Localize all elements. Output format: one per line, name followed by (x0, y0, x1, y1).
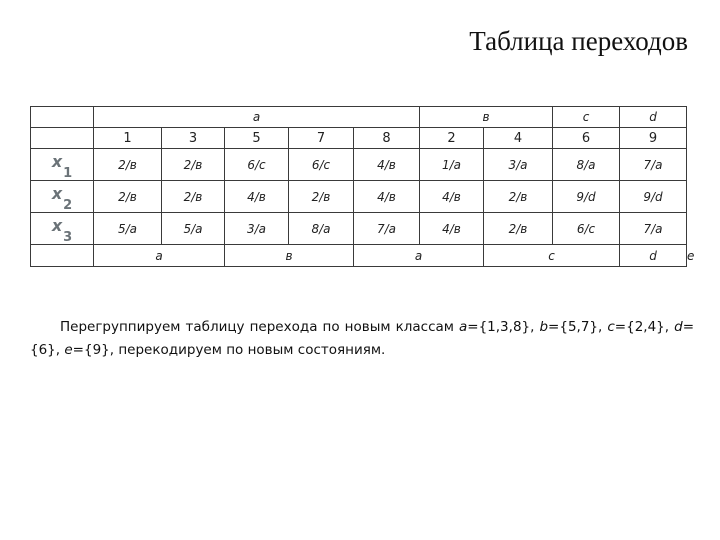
table-header-row (31, 107, 687, 128)
input-symbol-cell: 7 (289, 128, 354, 149)
transition-cell: 2/в (162, 149, 225, 181)
transition-cell: 4/в (354, 181, 420, 213)
class-cell-a: a (354, 245, 484, 267)
state-row-x3 (31, 213, 687, 245)
class-cell-a: a (94, 245, 225, 267)
input-class-header-d: d (620, 107, 687, 128)
table-corner-cell (31, 107, 94, 128)
transition-cell: 9/d (553, 181, 620, 213)
transition-cell: 6/c (225, 149, 289, 181)
input-symbol-cell: 9 (620, 128, 687, 149)
class-set-a: ={1,3,8}, (467, 319, 540, 335)
input-symbol-cell: 8 (354, 128, 420, 149)
input-symbol-cell: 2 (420, 128, 484, 149)
class-name-e: e (64, 342, 73, 358)
class-name-d: d (674, 319, 683, 335)
class-name-b: b (539, 319, 549, 335)
class-name-a: a (459, 319, 468, 335)
transition-cell: 6/c (289, 149, 354, 181)
state-label: $x_3$ (51, 216, 73, 245)
state-label-cell (31, 149, 94, 181)
input-symbol-cell: 6 (553, 128, 620, 149)
transition-cell: 4/в (225, 181, 289, 213)
paragraph-outro: перекодируем по новым состояниям. (118, 342, 386, 358)
class-set-e: ={9}, (72, 342, 119, 358)
input-symbol-cell: 4 (484, 128, 553, 149)
state-label-cell (31, 213, 94, 245)
state-label: $x_2$ (51, 184, 73, 213)
paragraph-intro: Перегруппируем таблицу перехода по новым классам (60, 319, 459, 335)
state-label-cell (31, 181, 94, 213)
transition-cell: 2/в (162, 181, 225, 213)
transition-cell: 4/в (354, 149, 420, 181)
transition-table (30, 106, 695, 267)
class-cell-c: c (484, 245, 620, 267)
class-name-c: c (607, 319, 615, 335)
input-class-header-c: c (553, 107, 620, 128)
state-row-x2 (31, 181, 687, 213)
transition-cell: 8/a (289, 213, 354, 245)
class-row-label-cell (31, 245, 94, 267)
class-set-b: ={5,7}, (548, 319, 608, 335)
output-class-row: a в a c d e (31, 245, 687, 267)
input-symbol-cell: 3 (162, 128, 225, 149)
input-row-label-cell (31, 128, 94, 149)
transition-cell: 2/в (289, 181, 354, 213)
transition-cell: 6/c (553, 213, 620, 245)
state-label: $x_1$ (51, 152, 73, 181)
transition-cell: 8/a (553, 149, 620, 181)
transition-cell: 5/a (94, 213, 162, 245)
transition-cell: 1/a (420, 149, 484, 181)
input-symbol-cell: 1 (94, 128, 162, 149)
class-cell-v: в (225, 245, 354, 267)
input-class-header-v: в (420, 107, 553, 128)
transition-cell: 7/a (620, 149, 687, 181)
input-symbols-row (31, 128, 687, 149)
state-row-x1 (31, 149, 687, 181)
input-class-header-a: a (94, 107, 420, 128)
transition-cell: 2/в (94, 181, 162, 213)
transition-cell: 9/d (620, 181, 687, 213)
transition-cell: 2/в (94, 149, 162, 181)
transition-cell: 4/в (420, 181, 484, 213)
transition-cell: 3/a (225, 213, 289, 245)
transition-cell: 2/в (484, 181, 553, 213)
transition-cell: 7/a (354, 213, 420, 245)
class-set-d: ={6}, (30, 319, 694, 358)
input-symbol-cell: 5 (225, 128, 289, 149)
transition-cell: 2/в (484, 213, 553, 245)
class-set-c: ={2,4}, (614, 319, 675, 335)
transition-cell: 7/a (620, 213, 687, 245)
explanation-paragraph (30, 316, 694, 362)
transition-cell: 3/a (484, 149, 553, 181)
transition-cell: 5/a (162, 213, 225, 245)
slide-title: Таблица переходов (469, 26, 688, 56)
class-cell-d: d (620, 245, 687, 267)
transition-cell: 4/в (420, 213, 484, 245)
